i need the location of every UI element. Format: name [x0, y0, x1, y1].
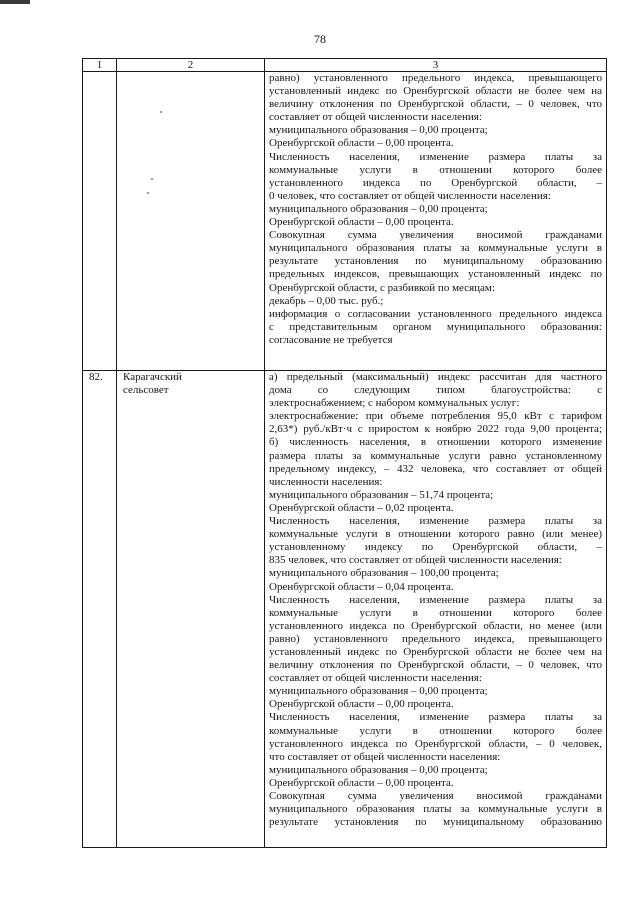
text-line: Оренбургской области – 0,04 процента. [269, 580, 454, 593]
text-line: установленному индексу по Оренбургской области, – [269, 541, 602, 554]
text-line: Численность населения, изменение размера платы за [269, 593, 602, 606]
page-number: 78 [314, 32, 326, 46]
text-line: а) предельный (максимальный) индекс рассчитан для частного [269, 371, 602, 383]
settlement-name-line: сельсовет [123, 384, 169, 397]
text-line: декабрь – 0,00 тыс. руб.; [269, 294, 384, 307]
row-details-text [269, 371, 602, 829]
text-line: информация о согласовании установленного предельного индекса [269, 307, 602, 320]
text-line: 0 человек, что составляет от общей численности населения: [269, 189, 551, 202]
text-line: величину отклонения по Оренбургской области, – 0 человек, что [269, 98, 602, 111]
header-col-1: 1 [83, 59, 117, 72]
text-line: коммунальные услуги в отношении которого более [269, 163, 602, 176]
text-line: Оренбургской области – 0,00 процента. [269, 137, 454, 150]
text-line: что составляет от общей численности населения: [269, 750, 501, 763]
text-line: равно) установленного предельного индекса, превышающего [269, 632, 602, 645]
text-line: предельных индексов, превышающих установленный индекс по [269, 268, 602, 281]
text-line: муниципального образования – 0,00 процента; [269, 763, 488, 776]
scan-speck [151, 178, 153, 180]
text-line: предельному индексу, – 432 человека, что составляет от общей [269, 462, 602, 475]
row-details-cell [265, 371, 607, 848]
row-number-cell [83, 72, 117, 371]
settlement-name-cell [117, 72, 265, 371]
text-line: муниципального образования платы за коммунальные услуги в [269, 803, 602, 816]
text-line: Оренбургской области – 0,00 процента. [269, 776, 454, 789]
document-table [82, 58, 607, 848]
table-row [83, 72, 607, 371]
settlement-name-cell [117, 371, 265, 848]
text-line: муниципального образования – 0,00 процента; [269, 685, 488, 698]
text-line: составляет от общей численности населения: [269, 672, 482, 685]
scan-mark [0, 0, 30, 4]
text-line: Оренбургской области – 0,00 процента. [269, 698, 454, 711]
text-line: коммунальные услуги в отношении которого равно (или менее) [269, 528, 602, 541]
text-line: 835 человек, что составляет от общей численности населения: [269, 554, 562, 567]
text-line: Оренбургской области – 0,02 процента. [269, 501, 454, 514]
text-line: 2,63*) руб./кВт·ч с приростом к ноябрю 2022 года 9,00 процента; [269, 423, 602, 436]
text-line: величину отклонения по Оренбургской области, – 0 человек, что [269, 659, 602, 672]
row-details-text [269, 72, 602, 347]
text-line: дома со следующим типом благоустройства: с [269, 384, 602, 397]
text-line: муниципального образования – 100,00 процента; [269, 567, 499, 580]
text-line: коммунальные услуги в отношении которого более [269, 606, 602, 619]
table-header-row [83, 59, 607, 72]
table-row [83, 371, 607, 848]
header-col-2: 2 [117, 59, 265, 72]
text-line: Численность населения, изменение размера платы за [269, 711, 602, 724]
text-line: установленного индекса по Оренбургской области, – [269, 176, 602, 189]
text-line: Совокупная сумма увеличения вносимой гражданами [269, 790, 602, 802]
row-number-cell: 82. [83, 371, 117, 848]
text-line: муниципального образования платы за коммунальные услуги в [269, 242, 602, 255]
text-line: Совокупная сумма увеличения вносимой гражданами [269, 229, 602, 242]
text-line: равно) установленного предельного индекса, превышающего [269, 72, 602, 84]
text-line: результате установления по муниципальному образованию [269, 816, 602, 829]
text-line: Оренбургской области – 0,00 процента. [269, 216, 454, 229]
text-line: муниципального образования – 0,00 процента; [269, 124, 488, 137]
text-line: Численность населения, изменение размера платы за [269, 150, 602, 163]
text-line: установленный индекс по Оренбургской области не более чем на [269, 85, 602, 98]
text-line: электроснабжением; с набором коммунальных услуг: [269, 397, 520, 410]
text-line: результате установления по муниципальному образованию [269, 255, 602, 268]
text-line: установленного индекса по Оренбургской области, но менее (или [269, 619, 602, 632]
text-line: электроснабжение: при объеме потребления 95,0 кВт с тарифом [269, 410, 602, 423]
scan-speck [147, 192, 149, 194]
text-line: установленного индекса по Оренбургской области, – 0 человек, [269, 737, 602, 750]
text-line: с представительным органом муниципального образования: [269, 320, 602, 333]
text-line: Оренбургской области, с разбивкой по месяцам: [269, 281, 495, 294]
text-line: численности населения: [269, 475, 383, 488]
header-col-3: 3 [265, 59, 607, 72]
text-line: установленный индекс по Оренбургской области не более чем на [269, 645, 602, 658]
row-details-cell [265, 72, 607, 371]
text-line: размера платы за коммунальные услуги равно установленному [269, 449, 602, 462]
text-line: согласование не требуется [269, 333, 393, 346]
text-line: б) численность населения, в отношении которого изменение [269, 436, 602, 449]
text-line: составляет от общей численности населения: [269, 111, 482, 124]
text-line: Численность населения, изменение размера платы за [269, 515, 602, 528]
settlement-name-line: Карагачский [123, 371, 182, 383]
scan-speck [160, 111, 162, 113]
text-line: муниципального образования – 0,00 процента; [269, 202, 488, 215]
text-line: коммунальные услуги в отношении которого более [269, 724, 602, 737]
text-line: муниципального образования – 51,74 процента; [269, 488, 494, 501]
